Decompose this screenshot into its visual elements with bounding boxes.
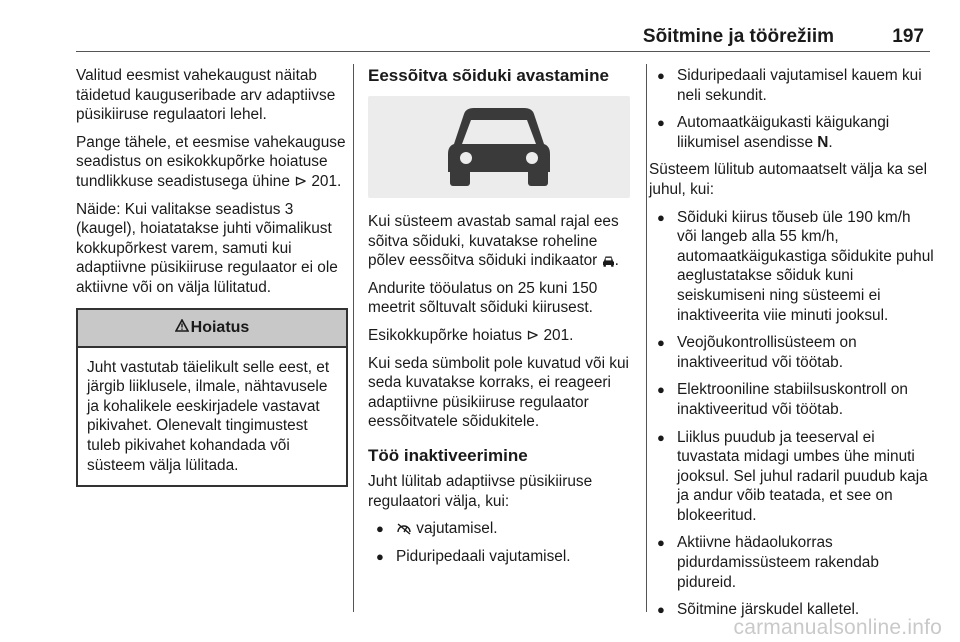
- page-reference-link[interactable]: 201.: [311, 172, 342, 190]
- page-reference-link[interactable]: 201.: [543, 326, 574, 344]
- header-divider: [76, 51, 930, 52]
- cruise-off-icon: [396, 523, 412, 535]
- list-item: [368, 519, 638, 539]
- paragraph: [368, 326, 638, 346]
- page-title: Sõitmine ja töörežiim: [642, 26, 834, 47]
- paragraph-text: Kui süsteem avastab samal rajal ees sõitva sõiduki, kuvatakse roheline põlev eessõitva sõiduki indikaator: [368, 213, 619, 270]
- paragraph: Kui süsteem avastab samal rajal ees sõitva sõiduki, kuvatakse roheline põlev eessõitva sõiduki indikaator .: [368, 213, 619, 270]
- bullet-list: [649, 208, 934, 620]
- list-item: ● Siduripedaali vajutamisel kauem kui neli sekundit.: [649, 66, 934, 105]
- list-item: [649, 113, 934, 152]
- list-item: ● Sõitmine järskudel kalletel.: [649, 600, 934, 620]
- warning-triangle-icon: [175, 318, 189, 338]
- warning-title: Hoiatus: [190, 318, 250, 336]
- page-number: 197: [892, 26, 924, 47]
- warning-header: [78, 310, 346, 348]
- paragraph-text: Pange tähele, et eesmise vahekauguse seadistus on esikokkupõrke hoiatuse tundlikkuse seadistusega ühine: [76, 133, 346, 190]
- list-item: ● Elektrooniline stabiilsuskontroll on inaktiveeritud või töötab.: [649, 380, 934, 419]
- paragraph-text: Esikokkupõrke hoiatus: [368, 326, 522, 344]
- list-item: ● Piduripedaali vajutamisel.: [368, 547, 638, 567]
- paragraph: Juht lülitab adaptiivse püsikiiruse regulaatori välja, kui:: [368, 472, 593, 510]
- warning-body: Juht vastutab täielikult selle eest, et järgib liiklusele, ilmale, nähtavusele ja kohalikele eeskirjadele vastavat pikivahet. Olenevalt tingimustest tuleb pikivahet kohandada või süsteem välja lülitada.: [87, 358, 330, 474]
- list-item-text: Automaatkäigukasti käigukangi liikumisel asendisse: [677, 114, 890, 151]
- bullet-list: [368, 519, 638, 566]
- list-item-end: .: [828, 133, 833, 151]
- list-item: ● Aktiivne hädaolukorras pidurdamissüsteem rakendab pidureid.: [649, 533, 934, 592]
- warning-box: [76, 308, 348, 488]
- column-divider-2: [646, 64, 647, 612]
- paragraph: Kui seda sümbolit pole kuvatud või kui seda kuvatakse korraks, ei reageeri adaptiivne püsikiiruse regulaator eessõitvatele sõidukitele.: [368, 354, 629, 431]
- car-indicator-icon: [602, 255, 615, 267]
- section-heading: Töö inaktiveerimine: [368, 445, 528, 465]
- column-middle: [368, 66, 638, 574]
- column-left: [76, 66, 348, 487]
- page-ref-arrow-icon: ⊳: [294, 172, 308, 190]
- vehicle-indicator-figure: [368, 96, 630, 198]
- bullet-list: [649, 66, 934, 152]
- paragraph: Süsteem lülitub automaatselt välja ka sel juhul, kui:: [649, 161, 928, 198]
- paragraph: Andurite tööulatus on 25 kuni 150 meetrit sõltuvalt sõiduki kiirusest.: [368, 279, 598, 317]
- page-header: [76, 26, 930, 48]
- paragraph: Valitud eesmist vahekaugust näitab täidetud kauguseribade arv adaptiivse püsikiiruse regulaatori lehel.: [76, 67, 336, 124]
- list-item-text: vajutamisel.: [416, 520, 498, 538]
- car-front-icon: [444, 106, 554, 188]
- page-ref-arrow-icon: ⊳: [526, 326, 540, 344]
- column-divider-1: [353, 64, 354, 612]
- paragraph: Näide: Kui valitakse seadistus 3 (kaugel), hoiatatakse juhti võimalikust kokkupõrkest varem, samuti kui adaptiivne püsikiiruse regulaator ei ole aktiivne või on välja lülitatud.: [76, 200, 338, 296]
- column-right: [649, 66, 934, 628]
- list-item: ● Veojõukontrollisüsteem on inaktiveeritud või töötab.: [649, 333, 934, 372]
- paragraph: [76, 133, 348, 192]
- list-item: ● Sõiduki kiirus tõuseb üle 190 km/h või langeb alla 55 km/h, automaatkäigukastiga sõidukite puhul aeglustatakse sõiduk kuni seiskumiseni ning süsteemi ei inaktiveerita viie minuti jooksul.: [649, 208, 934, 326]
- gear-position-label: N: [817, 133, 829, 151]
- watermark: carmanualsonline.info: [733, 616, 942, 639]
- section-heading: Eessõitva sõiduki avastamine: [368, 66, 609, 85]
- list-item: ● Liiklus puudub ja teeserval ei tuvastata midagi umbes ühe minuti jooksul. Sel juhul radaril puudub kaja ja andur võib teatada, et see on blokeeritud.: [649, 428, 934, 526]
